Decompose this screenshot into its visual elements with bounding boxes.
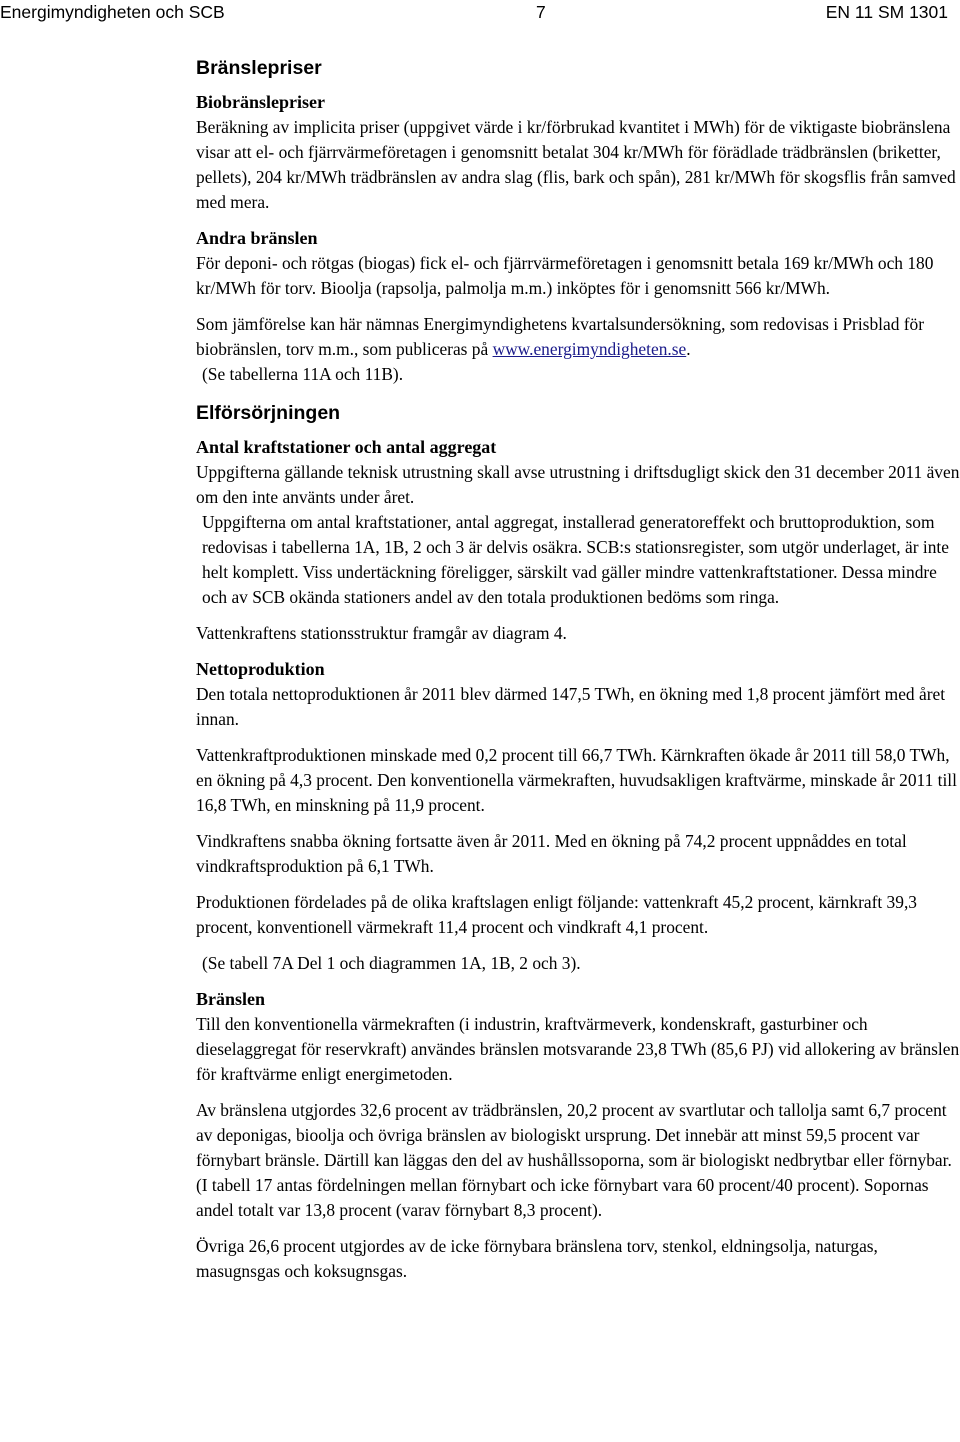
- paragraph-antal-3: Vattenkraftens stationsstruktur framgår av diagram 4.: [196, 623, 567, 643]
- paragraph-jamforelse: [196, 312, 960, 362]
- paragraph-antal-1: Uppgifterna gällande teknisk utrustning skall avse utrustning i driftsdugligt skick den 31 december 2011 även om den inte använts under året.: [196, 462, 960, 507]
- paragraph-netto-3: Vindkraftens snabba ökning fortsatte även år 2011. Med en ökning på 74,2 procent uppnåddes en total vindkraftsproduktion på 6,1 TWh.: [196, 831, 907, 876]
- jamforelse-tail: .: [686, 339, 691, 359]
- paragraph-branslen-2: Av bränslena utgjordes 32,6 procent av trädbränslen, 20,2 procent av svartlutar och tallolja samt 6,7 procent av deponigas, bioolja och övriga bränslen av biologiskt ursprung. Det innebär att minst 59,5 procent var förnybart bränsle. Därtill kan läggas den del av hushållssoporna, som är biologiskt nedbrytbar eller förnybar. (I tabell 17 antas fördelningen mellan förnybart och icke förnybart vara 60 procent/40 procent). Sopornas andel totalt var 13,8 procent (varav förnybart 8,3 procent).: [196, 1100, 952, 1220]
- page-header: [0, 0, 960, 28]
- reference-tables-11: (Se tabellerna 11A och 11B).: [202, 364, 404, 384]
- section-title-elforsorjningen: Elförsörjningen: [196, 402, 341, 424]
- paragraph-branslen-3: Övriga 26,6 procent utgjordes av de icke förnybara bränslena torv, stenkol, eldningsolja, naturgas, masugnsgas och koksugnsgas.: [196, 1236, 878, 1281]
- page-number: 7: [536, 2, 546, 22]
- reference-table-7a: (Se tabell 7A Del 1 och diagrammen 1A, 1B, 2 och 3).: [202, 953, 581, 973]
- paragraph-branslen-1: Till den konventionella värmekraften (i industrin, kraftvärmeverk, kondenskraft, gasturbiner och dieselaggregat för reservkraft) användes bränslen motsvarande 23,8 TWh (85,6 PJ) vid allokering av bränslen för kraftvärme enligt energimetoden.: [196, 1014, 960, 1084]
- page-content: [196, 52, 960, 1295]
- paragraph-andra-branslen: För deponi- och rötgas (biogas) fick el- och fjärrvärmeföretagen i genomsnitt betala 169 kr/MWh och 180 kr/MWh för torv. Bioolja (rapsolja, palmolja m.m.) inköptes för i genomsnitt 566 kr/MWh.: [196, 253, 934, 298]
- heading-andra-branslen: Andra bränslen: [196, 228, 318, 248]
- heading-branslen: Bränslen: [196, 989, 266, 1009]
- paragraph-antal-2: Uppgifterna om antal kraftstationer, antal aggregat, installerad generatoreffekt och bruttoproduktion, som redovisas i tabellerna 1A, 1B, 2 och 3 är delvis osäkra. SCB:s stationsregister, som utgör underlaget, är inte helt komplett. Viss undertäckning föreligger, särskilt vad gäller mindre vattenkraftstationer. Dessa mindre och av SCB okända stationers andel av den totala produktionen bedöms som ringa.: [202, 512, 949, 607]
- heading-antal-kraftstationer: Antal kraftstationer och antal aggregat: [196, 437, 497, 457]
- heading-biobranslepriser: Biobränslepriser: [196, 92, 325, 112]
- section-title-branslepriser: Bränslepriser: [196, 57, 322, 79]
- header-publisher: Energimyndigheten och SCB: [0, 2, 225, 22]
- heading-nettoproduktion: Nettoproduktion: [196, 659, 325, 679]
- energimyndigheten-link[interactable]: www.energimyndigheten.se: [492, 339, 687, 359]
- report-id: EN 11 SM 1301: [825, 2, 948, 22]
- paragraph-netto-1: Den totala nettoproduktionen år 2011 blev därmed 147,5 TWh, en ökning med 1,8 procent jämfört med året innan.: [196, 684, 946, 729]
- jamforelse-text: Som jämförelse kan här nämnas Energimyndighetens kvartalsundersökning, som redovisas i Prisblad för biobränslen, torv m.m., som publiceras på: [196, 314, 925, 359]
- paragraph-netto-4: Produktionen fördelades på de olika kraftslagen enligt följande: vattenkraft 45,2 procent, kärnkraft 39,3 procent, konventionell värmekraft 11,4 procent och vindkraft 4,1 procent.: [196, 892, 917, 937]
- paragraph-netto-2: Vattenkraftproduktionen minskade med 0,2 procent till 66,7 TWh. Kärnkraften ökade år 2011 till 58,0 TWh, en ökning på 4,3 procent. Den konventionella värmekraften, huvudsakligen kraftvärme, minskade år 2011 till 16,8 TWh, en minskning på 11,9 procent.: [196, 745, 957, 815]
- paragraph-biobranslepriser: Beräkning av implicita priser (uppgivet värde i kr/förbrukad kvantitet i MWh) för de viktigaste biobränslena visar att el- och fjärrvärmeföretagen i genomsnitt betalat 304 kr/MWh för förädlade trädbränslen (briketter, pellets), 204 kr/MWh trädbränslen av andra slag (flis, bark och spån), 281 kr/MWh för skogsflis från samved med mera.: [196, 117, 956, 212]
